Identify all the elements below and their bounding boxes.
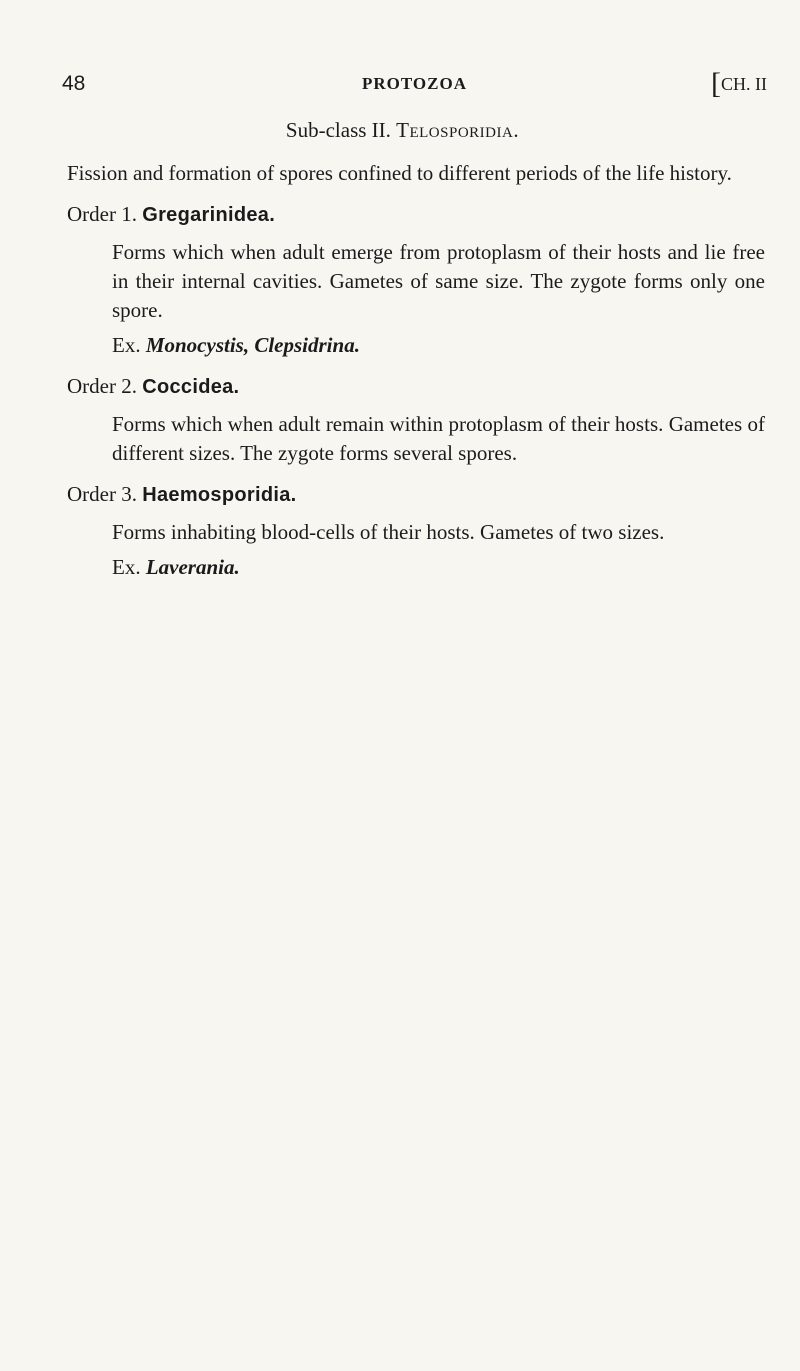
order-name: Coccidea. <box>142 376 240 398</box>
order-label: Order 3. <box>67 482 137 506</box>
running-head <box>62 67 767 104</box>
order-name: Gregarinidea. <box>142 204 276 226</box>
example-prefix: Ex. <box>112 555 141 579</box>
order-example <box>94 553 765 582</box>
order-heading <box>67 372 765 402</box>
chapter-label: CH. II <box>721 74 767 94</box>
example-prefix: Ex. <box>112 333 141 357</box>
chapter-bracket: [ <box>711 67 721 100</box>
order-body <box>94 410 765 468</box>
subclass-name: Telosporidia. <box>396 118 520 142</box>
subclass-heading <box>40 116 765 145</box>
example-taxa: Laverania. <box>145 555 240 579</box>
order-body <box>94 238 765 360</box>
order-label: Order 2. <box>67 374 137 398</box>
text-block <box>40 108 765 594</box>
order-example <box>94 331 765 360</box>
order-description: Forms inhabiting blood-cells of their hosts. Gametes of two sizes. <box>112 520 665 544</box>
running-title: PROTOZOA <box>362 74 467 93</box>
order-description: Forms which when adult emerge from protoplasm of their hosts and lie free in their internal cavities. Gametes of same size. The zygote forms only one spore. <box>112 240 765 322</box>
subclass-prefix: Sub-class II. <box>285 118 391 142</box>
order-description: Forms which when adult remain within protoplasm of their hosts. Gametes of different sizes. The zygote forms several spores. <box>112 412 765 465</box>
page-number: 48 <box>62 72 86 95</box>
order-heading <box>67 480 765 510</box>
order-label: Order 1. <box>67 202 137 226</box>
order-body <box>94 518 765 582</box>
example-taxa: Monocystis, Clepsidrina. <box>145 333 360 357</box>
chapter-reference <box>711 67 767 100</box>
order-heading <box>67 200 765 230</box>
order-name: Haemosporidia. <box>142 484 297 506</box>
intro-paragraph: Fission and formation of spores confined to different periods of the life history. <box>67 161 732 185</box>
